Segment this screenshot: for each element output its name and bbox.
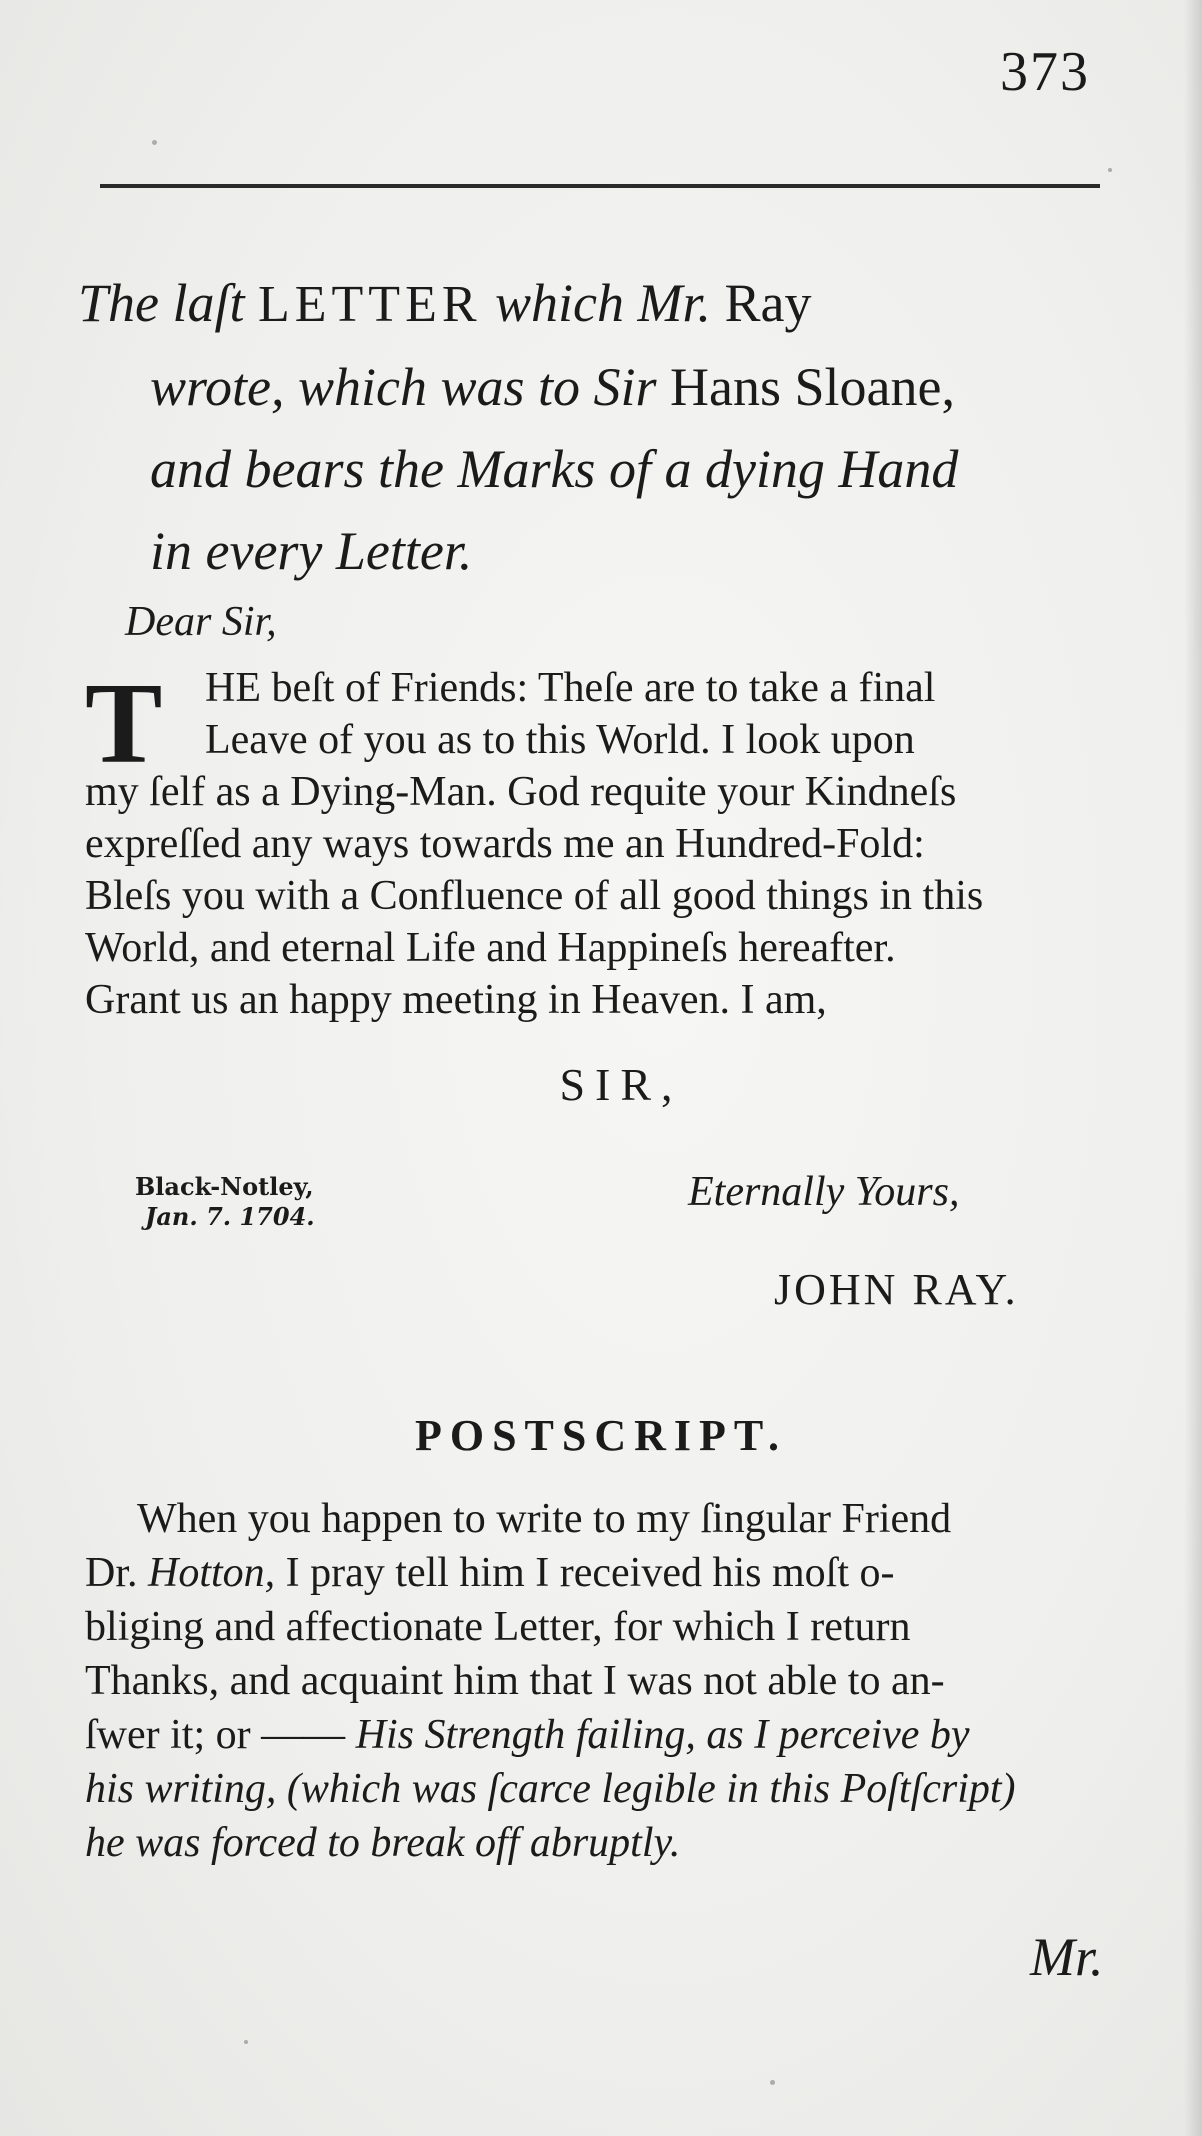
postscript-line: his writing, (which was ſcarce legible in this Poſtſcript) xyxy=(85,1766,1016,1812)
ink-speck xyxy=(770,2080,775,2085)
title-line-3: and bears the Marks of a dying Hand xyxy=(150,439,959,499)
letter-title xyxy=(78,262,1118,592)
letter-line: HE beſt of Friends: Theſe are to take a final xyxy=(205,665,936,711)
postscript-line: Dr. Hotton, I pray tell him I received his moſt o- xyxy=(85,1550,895,1596)
date: Jan. 7. 1704. xyxy=(145,1202,315,1231)
place-and-date xyxy=(135,1172,315,1232)
postscript-heading: POSTSCRIPT. xyxy=(414,1411,788,1460)
postscript-line: ſwer it; or —— His Strength failing, as I perceive by xyxy=(85,1712,970,1758)
postscript-line: Thanks, and acquaint him that I was not able to an- xyxy=(85,1658,945,1704)
salutation: Dear Sir, xyxy=(125,599,277,645)
letter-line: Bleſs you with a Confluence of all good things in this xyxy=(85,873,984,919)
signature: JOHN RAY. xyxy=(774,1265,1019,1314)
title-line-4: in every Letter. xyxy=(150,521,473,581)
closing: Eternally Yours, xyxy=(688,1169,960,1215)
page-number: 373 xyxy=(1000,41,1090,103)
ink-speck xyxy=(244,2040,248,2044)
letter-line: Leave of you as to this World. I look upon xyxy=(205,717,915,763)
postscript-line: he was forced to break off abruptly. xyxy=(85,1820,681,1866)
address-sir: SIR, xyxy=(559,1059,683,1110)
letter-line: Grant us an happy meeting in Heaven. I am, xyxy=(85,977,827,1023)
drop-cap: T xyxy=(85,660,163,788)
postscript-line: When you happen to write to my ſingular Friend xyxy=(137,1496,952,1542)
letter-line: my ſelf as a Dying-Man. God requite your Kindneſs xyxy=(85,769,957,815)
letter-line: World, and eternal Life and Happineſs hereafter. xyxy=(85,925,896,971)
title-line-1: The laſt LETTER which Mr. Ray xyxy=(78,273,812,333)
postscript-line: bliging and affectionate Letter, for which I return xyxy=(85,1604,911,1650)
postscript-body xyxy=(85,1492,1115,1870)
header-rule xyxy=(100,184,1100,188)
catchword: Mr. xyxy=(1030,1927,1104,1987)
ink-speck xyxy=(152,140,157,145)
title-line-2: wrote, which was to Sir Hans Sloane, xyxy=(150,357,955,417)
ink-speck xyxy=(1108,168,1112,172)
letter-line: expreſſed any ways towards me an Hundred-Fold: xyxy=(85,821,925,867)
letter-body xyxy=(85,662,1110,1026)
place: Black-Notley, xyxy=(135,1172,314,1201)
